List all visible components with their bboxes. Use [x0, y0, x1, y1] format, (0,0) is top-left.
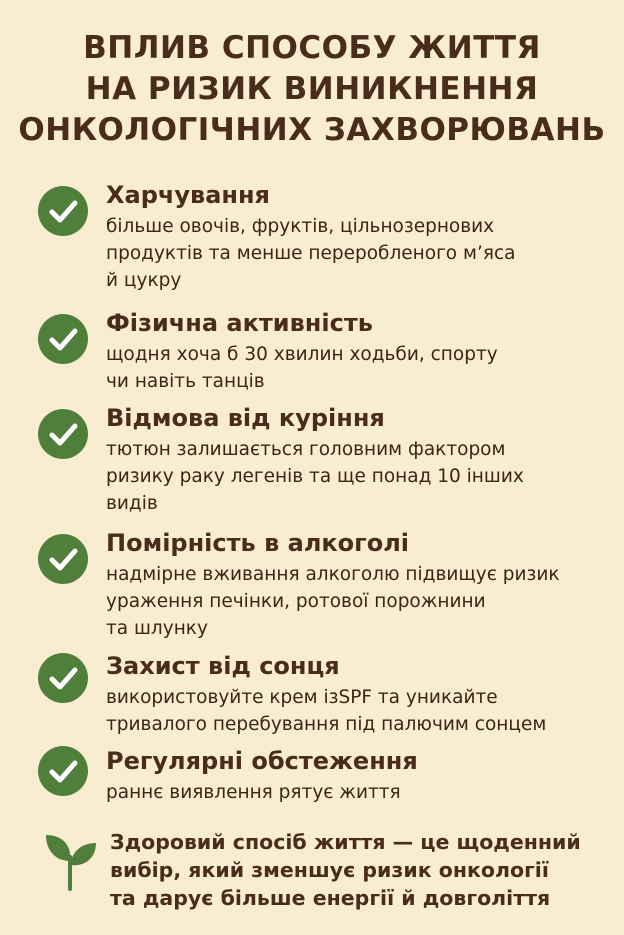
item-description-line: тривалого перебування під палючим сонцем — [106, 714, 547, 735]
item-title: Захист від сонця — [106, 652, 340, 680]
check-circle-icon — [38, 314, 88, 364]
check-circle-icon — [38, 409, 88, 459]
item-title: Помірність в алкоголі — [106, 529, 409, 557]
list-item-nutrition — [38, 180, 624, 300]
check-circle-icon — [38, 653, 88, 703]
footer-text — [110, 828, 581, 912]
item-description-line: надмірне вживання алкоголю підвищує ризик — [106, 564, 560, 585]
item-description-line: більше овочів, фруктів, цільнозернових — [106, 216, 495, 237]
footer-message — [38, 825, 624, 925]
item-description — [106, 561, 560, 642]
item-description-line: ризику раку легенів та ще понад 10 інших — [106, 466, 524, 487]
check-circle-icon — [38, 186, 88, 236]
item-title: Харчування — [106, 181, 270, 209]
title-line-2: НА РИЗИК ВИНИКНЕННЯ — [85, 71, 539, 107]
check-circle-icon — [38, 534, 88, 584]
item-description-line: продуктів та менше переробленого м’яса — [106, 243, 516, 264]
title-line-1: ВПЛИВ СПОСОБУ ЖИТТЯ — [83, 30, 541, 66]
list-item-alcohol-moderation — [38, 528, 624, 648]
sprout-icon — [42, 831, 98, 891]
item-description — [106, 779, 401, 806]
item-description-line: використовуйте крем ізЅPF та уникайте — [106, 687, 498, 708]
item-description-line: чи навіть танців — [106, 371, 265, 392]
check-circle-icon — [38, 746, 88, 796]
item-description-line: раннє виявлення рятує життя — [106, 782, 401, 803]
item-title: Фізична активність — [106, 309, 373, 337]
item-description-line: тютюн залишається головним фактором — [106, 439, 506, 460]
item-description — [106, 341, 498, 395]
item-description — [106, 684, 546, 738]
item-description — [106, 436, 524, 517]
item-description-line: та шлунку — [106, 618, 208, 639]
item-description-line: й цукру — [106, 270, 182, 291]
item-description-line: щодня хоча б 30 хвилин ходьби, спорту — [106, 344, 498, 365]
footer-line-2: вибір, який зменшує ризик онкології — [110, 858, 549, 882]
list-item-quit-smoking — [38, 403, 624, 523]
footer-line-3: та дарує більше енергії й довголіття — [110, 886, 551, 910]
page-title — [0, 28, 624, 151]
footer-line-1: Здоровий спосіб життя — це щоденний — [110, 830, 581, 854]
item-description-line: видів — [106, 493, 158, 514]
item-description-line: ураження печінки, ротової порожнини — [106, 591, 486, 612]
title-line-3: ОНКОЛОГІЧНИХ ЗАХВОРЮВАНЬ — [18, 112, 606, 148]
item-title: Відмова від куріння — [106, 404, 385, 432]
item-description — [106, 213, 515, 294]
item-title: Регулярні обстеження — [106, 747, 418, 775]
